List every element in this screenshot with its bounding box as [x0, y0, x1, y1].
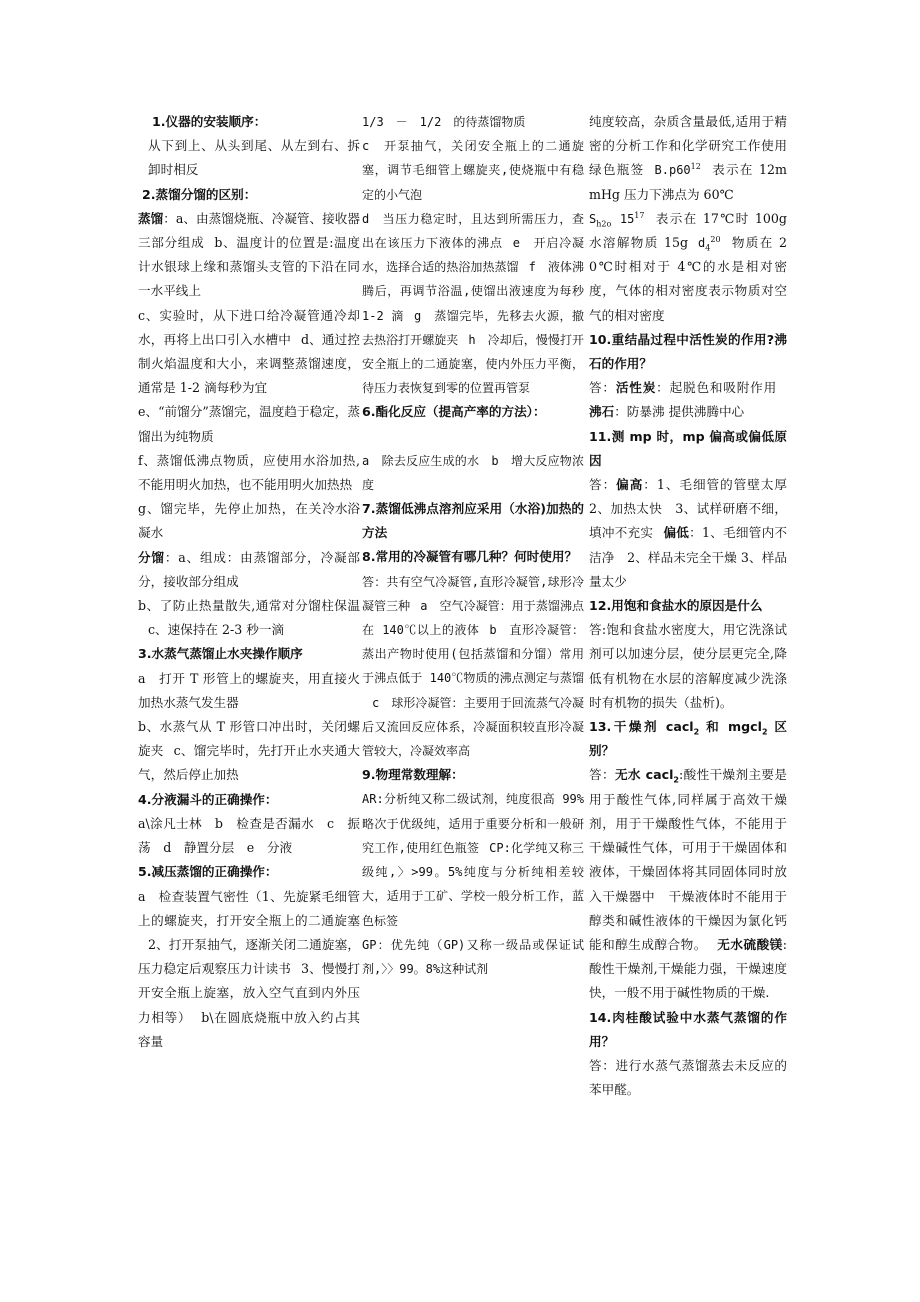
- section-11-body: [589, 473, 787, 594]
- section-1-body: 从下到上、从头到尾、从左到右、拆卸时相反: [148, 138, 360, 178]
- solubility-sub: h2o: [596, 219, 612, 229]
- section-8-answer: 答：共有空气冷凝管,直形冷凝管,球形冷凝管三种: [362, 574, 584, 613]
- section-12-title: 12.用饱和食盐水的原因是什么: [589, 598, 763, 614]
- solubility-symbol: S: [589, 211, 597, 226]
- section-14-body: 答：进行水蒸气蒸馏蒸去未反应的苯甲醛。: [589, 1057, 787, 1098]
- activated-carbon-text: ：起脱色和吸附作用: [656, 380, 778, 396]
- section-11-answer: 答：: [589, 477, 617, 493]
- cacl2-sub: 2: [693, 727, 700, 737]
- section-3-b: [138, 715, 360, 788]
- distillation-d-text: d、通过控制火焰温度和大小，来调整蒸馏速度，通常是 1-2 滴每秒为宜: [138, 331, 360, 396]
- section-3-a: a 打开 T 形管上的螺旋夹，用直接火加热水蒸气发生器: [138, 670, 360, 710]
- section-8-a: a 空气冷凝管：用于蒸馏沸点在 140℃以上的液体: [362, 598, 584, 638]
- section-10-title: 10.重结晶过程中活性炭的作用?沸石的作用？: [589, 331, 787, 372]
- solubility-text: 表示在 17℃时 100g 水溶解物质 15g: [589, 210, 787, 251]
- section-5-d: [362, 207, 584, 401]
- section-8-b: b 直形冷凝管：蒸出产物时使用(包括蒸馏和分馏）常用于沸点低于 140℃物质的沸点测定与蒸馏: [362, 623, 584, 686]
- section-9-cont-text: 纯度较高，杂质含量最低,适用于精密的分析工作和化学研究工作使用绿色瓶签: [589, 114, 787, 178]
- column-middle: [362, 110, 584, 981]
- section-5-a-text: a 检查装置气密性（1、先旋紧毛细管上的螺旋夹，打开安全瓶上的二通旋塞: [138, 888, 360, 928]
- distillation-a-text: ：a、由蒸馏烧瓶、冷凝管、接收器三部分组成: [138, 210, 360, 251]
- too-low-label: 偏低: [663, 525, 690, 541]
- bp-text: 表示在 12mmHg 压力下沸点为 60℃: [589, 162, 787, 202]
- section-10-answer: 答：: [589, 380, 616, 396]
- density-sub: 4: [705, 243, 711, 253]
- section-5-title: 5.减压蒸馏的正确操作：: [138, 864, 278, 880]
- section-9-title: 9.物理常数理解：: [362, 767, 464, 783]
- column-left: [138, 110, 360, 1054]
- distillation-f: [138, 449, 360, 517]
- mgso4-text: :酸性干燥剂,干燥能力强，干燥速度快，一般不用于碱性物质的干燥.: [589, 936, 788, 1001]
- fractionation-label: 分馏: [138, 549, 165, 565]
- section-3-title: 3.水蒸气蒸馏止水夹操作顺序: [138, 646, 303, 662]
- section-9-gp: GP：优先纯（GP)又称一级品或保证试剂,〉〉99。8%这种试剂: [362, 937, 584, 976]
- section-5-g-text: g 蒸馏完毕，先移去火源，撤去热浴打开螺旋夹: [362, 308, 584, 347]
- fractionation-c-text: c、速保持在 2-3 秒一滴: [148, 622, 285, 638]
- distillation-g: g、馏完毕，先停止加热，在关冷凝水: [138, 501, 335, 541]
- section-13-title-b: 和 mgcl: [699, 719, 762, 735]
- fractionation-b-text: b、了防止热量散失,通常对分馏柱保温: [138, 598, 360, 614]
- section-1-title: 1.仪器的安装顺序：: [152, 114, 267, 129]
- section-10-body: [589, 376, 787, 424]
- too-high-text: ：1、毛细管的管壁太厚 2、加热太快 3、试样研磨不细，填冲不充实: [589, 477, 787, 541]
- section-6-body: a 除去反应生成的水 b 增大反应物浓度: [362, 453, 584, 492]
- distillation-f-water-bath: 水浴: [334, 501, 360, 517]
- section-9-cp: CP:化学纯又称三级纯,〉>99。5%纯度与分析纯相差较大，适用于工矿、学校一般分析工作，蓝色标签: [362, 840, 584, 928]
- distillation-c-text: c、实验时，从下进口给冷凝管通冷却水，再将上出口引入水槽中: [138, 307, 360, 347]
- section-5-d-text: d 当压力稳定时，且达到所需压力，查出在该压力下液体的沸点: [362, 211, 584, 251]
- distillation-b-text: b、温度计的位置是:温度计水银球上缘和蒸馏头支管的下沿在同一水平线上: [138, 235, 360, 299]
- section-14-title: 14.肉桂酸试验中水蒸气蒸馏的作用？: [589, 1009, 787, 1049]
- fractionation-b: [138, 594, 360, 642]
- distillation-c: [138, 304, 360, 401]
- section-5-h-text: h 冷却后，慢慢打开安全瓶上的二通旋塞，使内外压力平衡，待压力表恢复到零的位置再管泵: [362, 332, 584, 396]
- section-12-body: 答:饱和食盐水密度大，用它洗涤试剂可以加速分层，使分层更完全,降低有机物在水层的溶解度减少洗涤时有机物的损失（盐析)。: [589, 622, 787, 710]
- section-8-c: c 球形冷凝管：主要用于回流蒸气冷凝后又流回反应体系，冷凝面积较直形冷凝管较大，冷凝效率高: [362, 695, 584, 759]
- section-13-answer: 答：: [589, 767, 615, 783]
- distillation-f-text: f、蒸馏低沸点物质，应使用水浴加热,不能用明火加热，也不能用明火加热热: [138, 452, 360, 493]
- section-5-a3-text: 3、慢慢打开安全瓶上旋塞，放入空气直到内外压力相等）: [138, 961, 361, 1025]
- section-8-title: 8.常用的冷凝管有哪几种？何时使用？: [362, 549, 578, 565]
- section-13-number: 13.: [589, 719, 612, 735]
- section-3-c-text: c、馏完毕时，先打开止水夹通大气，然后停止加热: [138, 743, 360, 783]
- section-5-a2-text: 2、打开泵抽气，逐渐关闭二通旋塞，压力稳定后观察压力计读书: [138, 936, 360, 977]
- section-5-c: c 开泵抽气，关闭安全瓶上的二通旋塞，调节毛细管上螺旋夹,使烧瓶中有稳定的小气泡: [362, 139, 584, 202]
- fractionation-a: [138, 546, 360, 594]
- section-7-title: 7.蒸馏低沸点溶剂应采用（水浴)加热的方法: [362, 501, 584, 541]
- fractionation-a-text: ：a、组成：由蒸馏部分，冷凝部分，接收部分组成: [138, 549, 360, 589]
- section-5-b-text: b\在圆底烧瓶中放入约占其容量: [138, 1009, 360, 1049]
- mgso4-label: 无水硫酸镁: [716, 936, 783, 952]
- section-13-body: [589, 763, 787, 1005]
- too-low-text: ：1、毛细管内不洁净 2、样品未完全干燥 3、样品量太少: [589, 525, 788, 589]
- cacl2-label: 无水 cacl: [614, 767, 674, 783]
- density-symbol: d: [698, 236, 706, 251]
- bp-symbol: B.p60: [654, 163, 691, 178]
- section-13-title: [589, 715, 787, 763]
- distillation-e: e、“前馏分”蒸馏完，温度趋于稳定，蒸馏出为纯物质: [138, 404, 360, 444]
- distillation-label: 蒸馏: [138, 210, 164, 226]
- solubility-value: 15: [611, 211, 635, 226]
- activated-carbon-label: 活性炭: [615, 380, 657, 396]
- section-11-title: 11.测 mp 时，mp 偏高或偏低原因: [589, 428, 787, 468]
- mgcl2-sub: 2: [761, 727, 768, 737]
- section-13-title-a: 干燥剂 cacl: [611, 719, 694, 735]
- section-4-title: 4.分液漏斗的正确操作：: [138, 791, 278, 807]
- solubility-sup: 17: [634, 210, 645, 220]
- section-2-title: 2.蒸馏分馏的区别：: [142, 186, 257, 202]
- section-13-title-c: 区别？: [589, 719, 787, 759]
- section-9-continued: [589, 110, 787, 328]
- section-9-ar: AR:分析纯又称二级试剂，纯度很高 99%略次于优级纯，适用于重要分析和一般研究工作,使用红色瓶签: [362, 792, 584, 855]
- section-9-body: [362, 787, 584, 981]
- cacl2-text: :酸性干燥剂主要是用于酸性气体,同样属于高效干燥剂，用于干燥酸性气体，不能用于干燥碱性气体，可用于干燥固体和液体，干燥固体将其同固体同时放入干燥器中 干燥液体时不能用于醇类和碱性液体的干燥因为氯化钙能和醇生成醇合物。: [589, 767, 787, 952]
- section-3-b-text: b、水蒸气从 T 形管口冲出时，关闭螺旋夹: [138, 719, 360, 759]
- bp-sup: 12: [690, 162, 701, 172]
- section-5-a: [138, 885, 360, 1054]
- section-5-f-text: f 液体沸腾后，再调节浴温,使馏出液速度为每秒 1-2 滴: [362, 260, 584, 323]
- section-5-e-text: e 开启冷凝水，选择合适的热浴加热蒸馏: [362, 236, 584, 275]
- too-high-label: 偏高: [616, 477, 644, 493]
- section-4-body: a\涂凡士林 b 检查是否漏水 c 振荡 d 静置分层 e 分液: [138, 815, 360, 856]
- density-sup: 20: [710, 234, 721, 244]
- boiling-stone-label: 沸石: [589, 404, 615, 420]
- distillation-a: [138, 207, 360, 304]
- column-right: [589, 110, 787, 1102]
- boiling-stone-text: ：防暴沸 提供沸腾中心: [614, 404, 745, 420]
- cacl2-label-sub: 2: [673, 776, 679, 785]
- section-8-body: [362, 570, 584, 764]
- section-5-continued: 1/3 － 1/2 的待蒸馏物质: [362, 115, 526, 129]
- section-6-title: 6.酯化反应（提高产率的方法）：: [362, 404, 546, 420]
- density-text: 物质在 20℃时相对于 4℃的水是相对密度，气体的相对密度表示物质对空气的相对密度: [589, 235, 787, 323]
